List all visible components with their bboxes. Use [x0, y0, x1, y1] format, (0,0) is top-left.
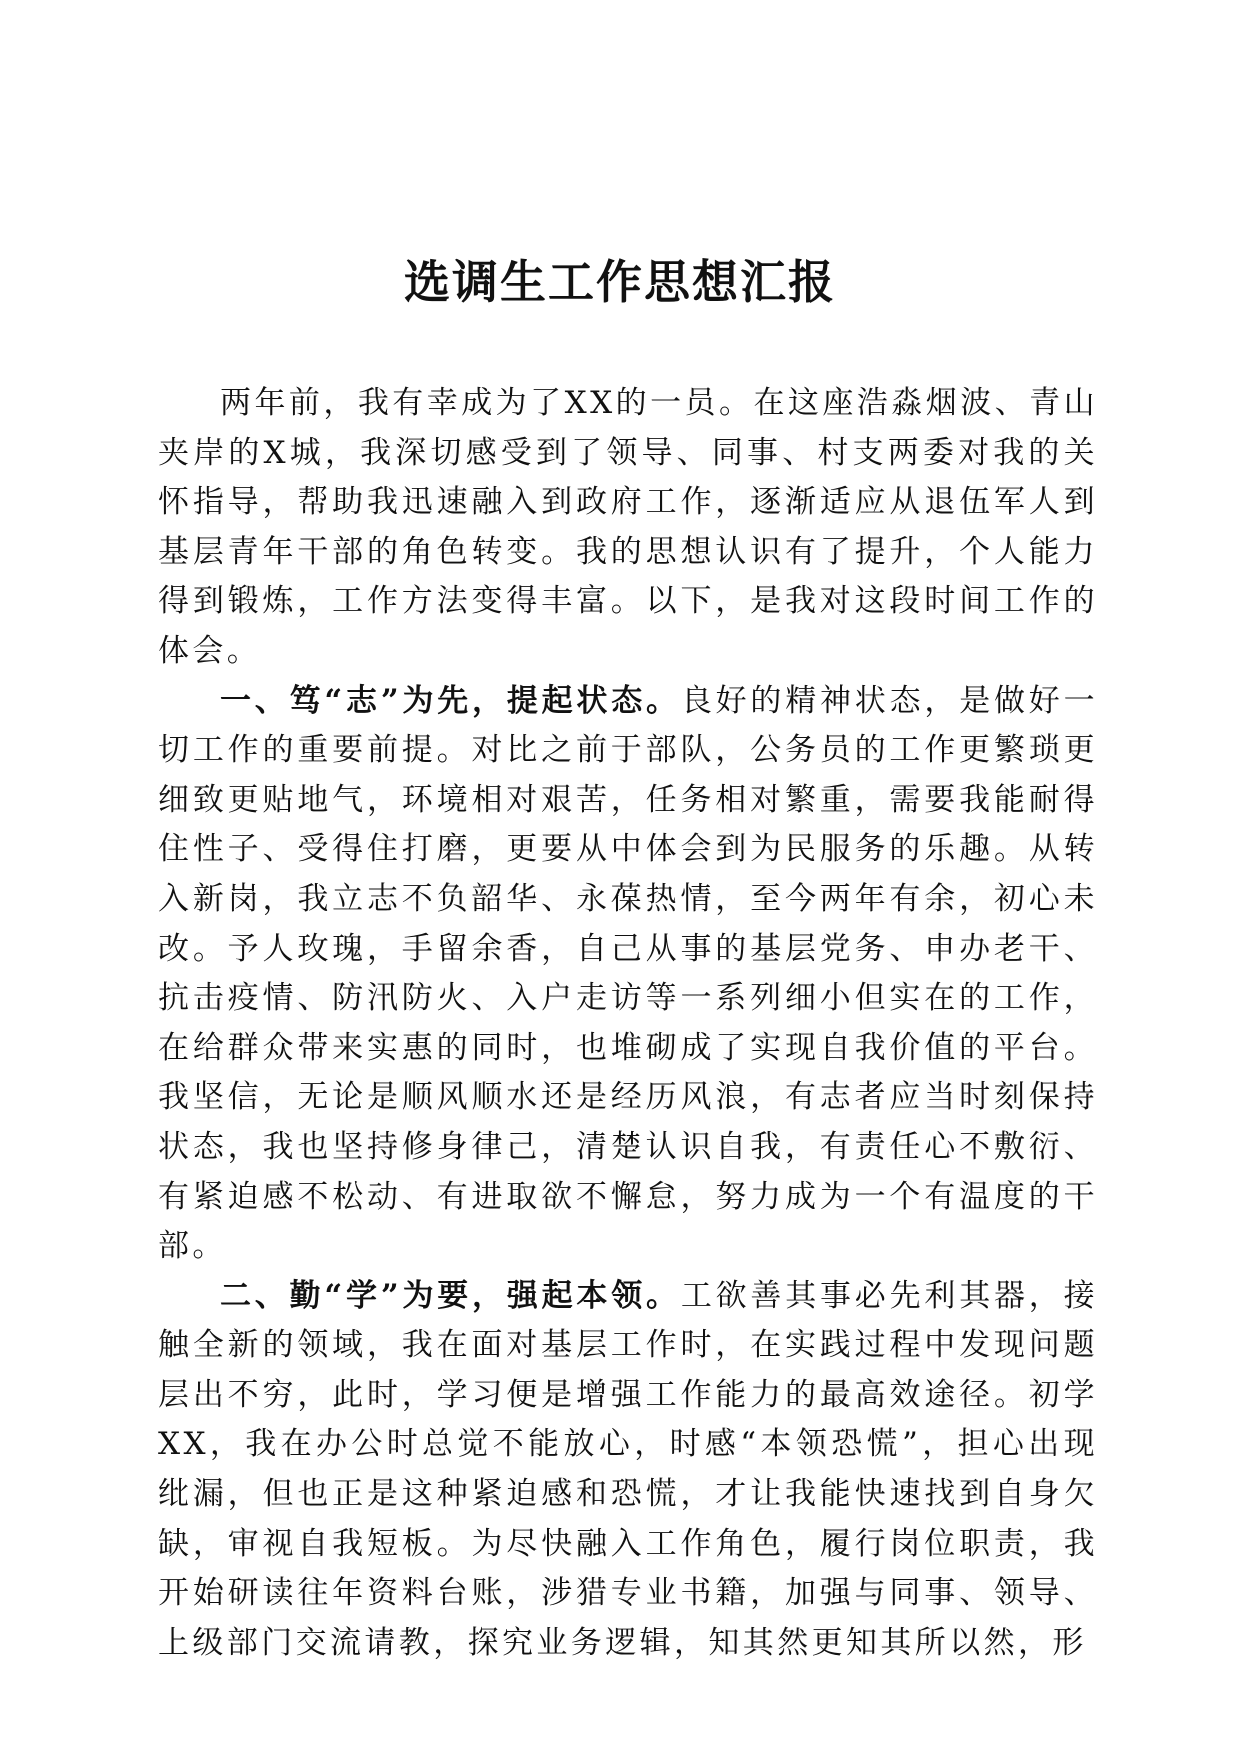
paragraph-text: 工欲善其事必先利其器，接触全新的领域，我在面对基层工作时，在实践过程中发现问题层出不穷，此时，学习便是增强工作能力的最高效途径。初学XX，我在办公时总觉不能放心，时感“本领恐慌”，担心出现纰漏，但也正是这种紧迫感和恐慌，才让我能快速找到自身欠缺，审视自我短板。为尽快融入工作角色，履行岗位职责，我开始研读往年资料台账，涉猎专业书籍，加强与同事、领导、上级部门交流请教，探究业务逻辑，知其然更知其所以然，形: [158, 1277, 1098, 1661]
paragraph-intro: [158, 379, 1098, 677]
section-heading: 一、笃“志”为先，提起状态。: [220, 682, 681, 719]
section-heading: 二、勤“学”为要，强起本领。: [220, 1277, 681, 1314]
document-title: 选调生工作思想汇报: [404, 255, 836, 309]
paragraph-text: 良好的精神状态，是做好一切工作的重要前提。对比之前于部队，公务员的工作更繁琐更细致更贴地气，环境相对艰苦，任务相对繁重，需要我能耐得住性子、受得住打磨，更要从中体会到为民服务的乐趣。从转入新岗，我立志不负韶华、永葆热情，至今两年有余，初心未改。予人玫瑰，手留余香，自己从事的基层党务、申办老干、抗击疫情、防汛防火、入户走访等一系列细小但实在的工作，在给群众带来实惠的同时，也堆砌成了实现自我价值的平台。我坚信，无论是顺风顺水还是经历风浪，有志者应当时刻保持状态，我也坚持修身律己，清楚认识自我，有责任心不敷衍、有紧迫感不松动、有进取欲不懈怠，努力成为一个有温度的干部。: [158, 682, 1098, 1265]
paragraph-section-1: [158, 677, 1098, 1272]
document-body: [158, 379, 1098, 1668]
paragraph-section-2: [158, 1272, 1098, 1669]
paragraph-text: 两年前，我有幸成为了XX的一员。在这座浩淼烟波、青山夹岸的X城，我深切感受到了领导、同事、村支两委对我的关怀指导，帮助我迅速融入到政府工作，逐渐适应从退伍军人到基层青年干部的角色转变。我的思想认识有了提升，个人能力得到锻炼，工作方法变得丰富。以下，是我对这段时间工作的体会。: [158, 385, 1098, 669]
